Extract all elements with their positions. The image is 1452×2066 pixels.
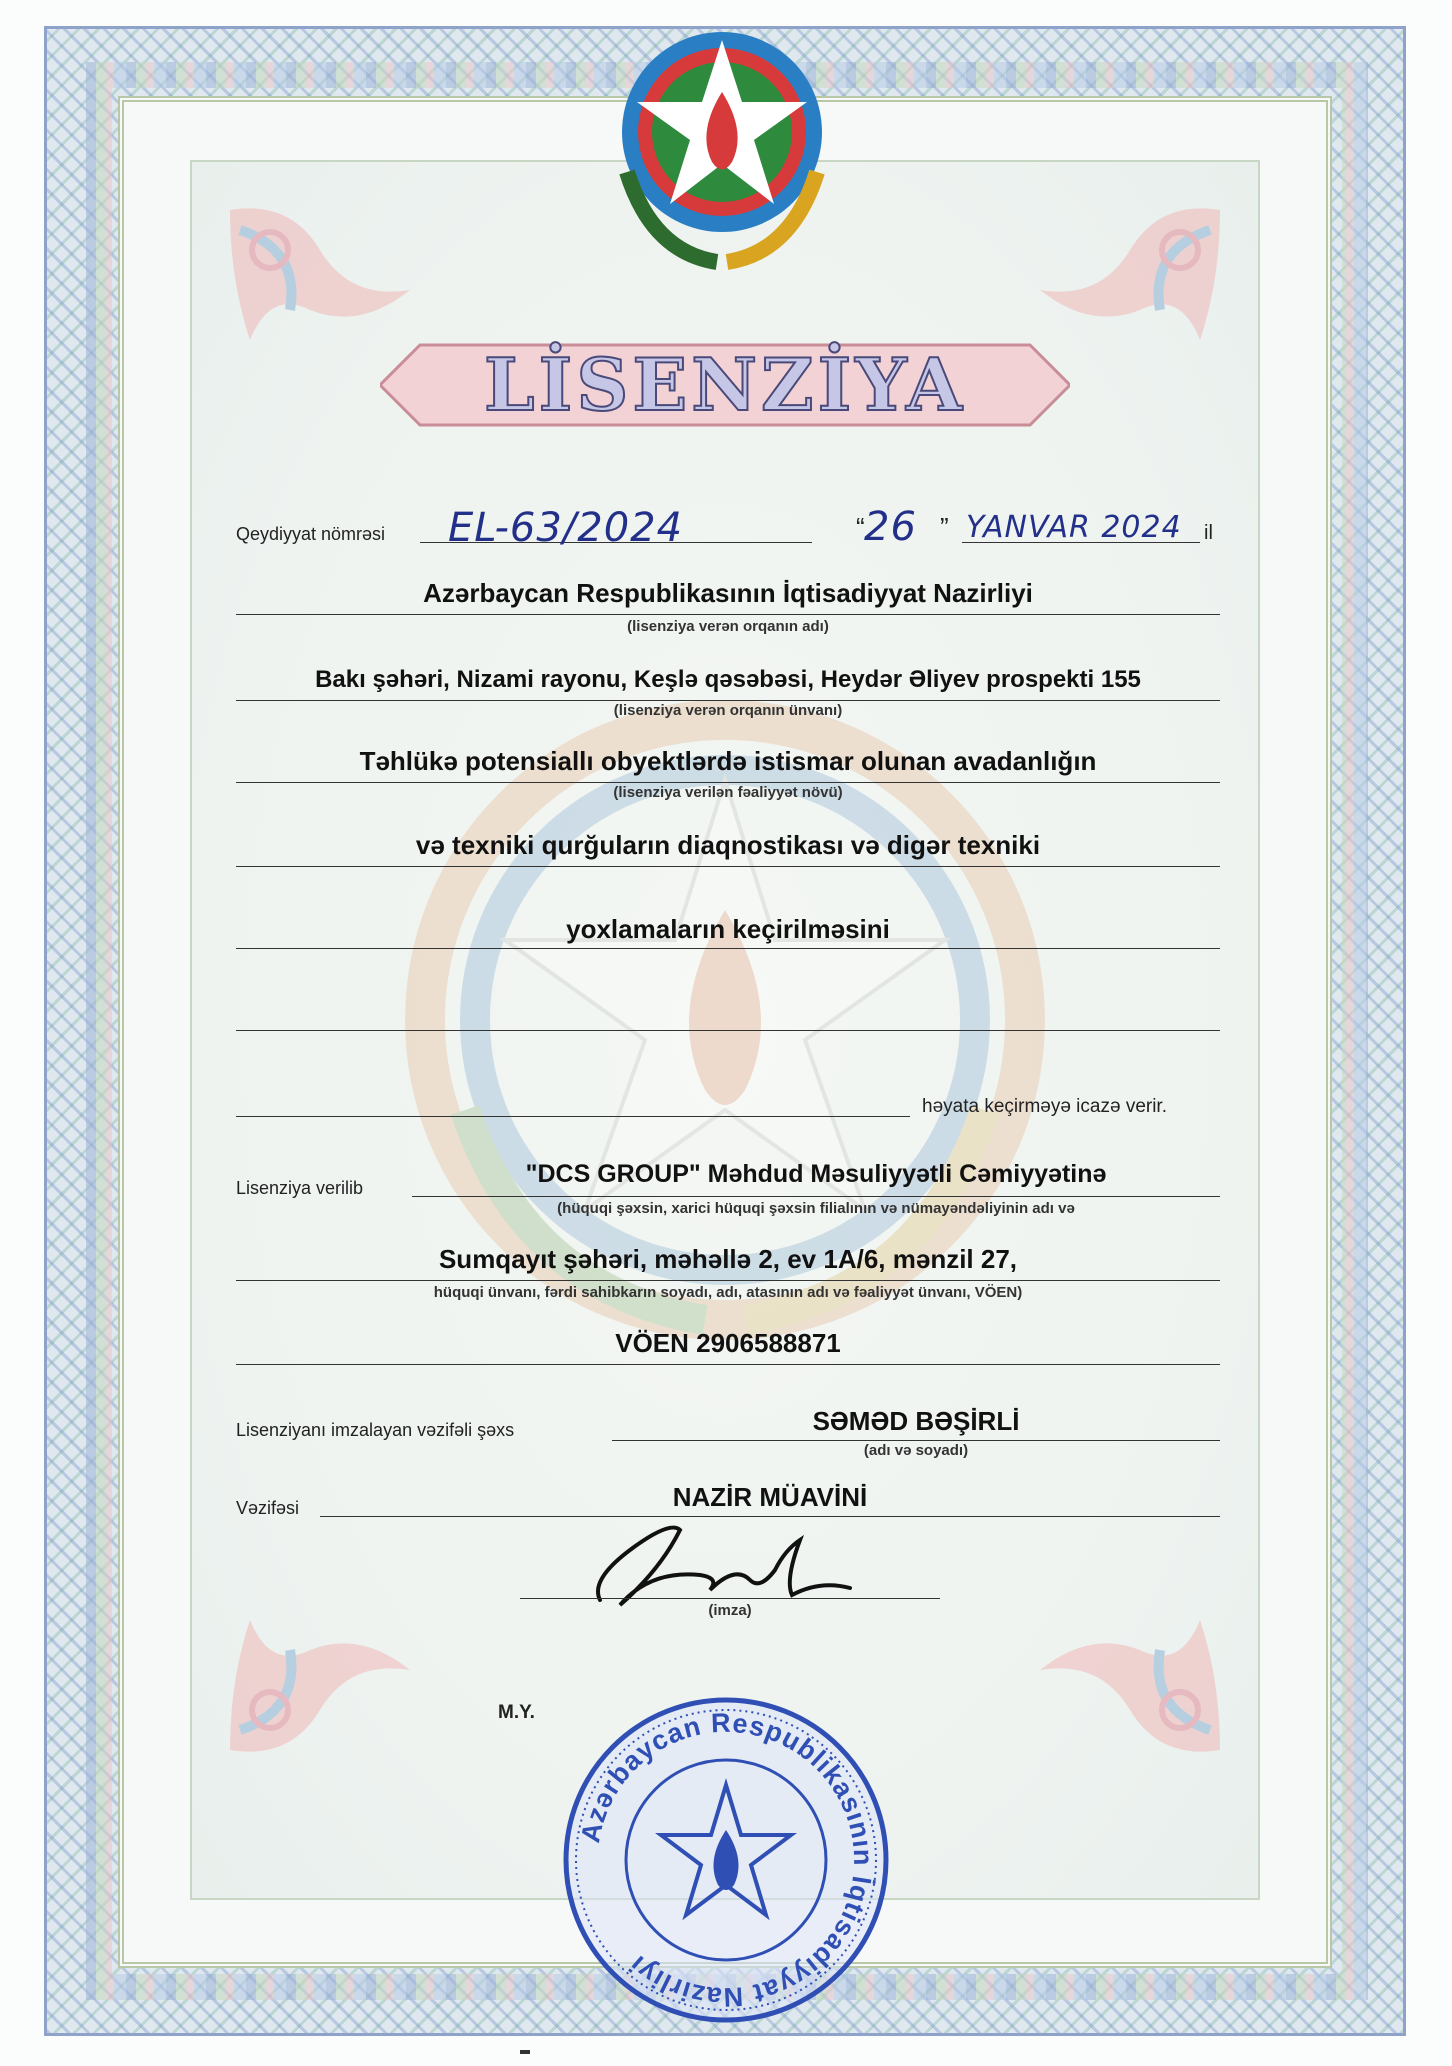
licensee-name: "DCS GROUP" Məhdud Məsuliyyətli Cəmiyyətinə [525, 1160, 1107, 1188]
issuer-name-caption: (lisenziya verən orqanın adı) [627, 618, 829, 635]
signatory-name-caption: (adı və soyadı) [863, 1442, 969, 1459]
activity-line-3: yoxlamaların keçirilməsini [566, 914, 890, 944]
registration-label: Qeydiyyat nömrəsi [236, 524, 386, 544]
title-banner [380, 340, 1070, 430]
registration-month-year: YANVAR 2024 [966, 510, 1182, 545]
licensee-voen: VÖEN 2906588871 [615, 1328, 841, 1358]
signatory-name-rule [612, 1440, 1220, 1441]
signature-caption: (imza) [708, 1602, 752, 1619]
signatory-label: Lisenziyanı imzalayan vəzifəli şəxs [236, 1420, 515, 1440]
signatory-name: SƏMƏD BƏŞİRLİ [812, 1406, 1020, 1436]
activity-blank-rule [236, 1030, 1220, 1031]
licensee-label: Lisenziya verilib [236, 1178, 364, 1198]
activity-permission: həyata keçirməyə icazə verir. [922, 1096, 1167, 1117]
licensee-name-rule [412, 1196, 1220, 1197]
activity-permission-rule [236, 1116, 910, 1117]
position-label: Vəzifəsi [236, 1498, 300, 1518]
activity-line-2: və texniki qurğuların diaqnostikası və digər texniki [415, 830, 1041, 860]
licensee-voen-rule [236, 1364, 1220, 1365]
quote-open-mark: “ [856, 512, 865, 542]
edge-mark [520, 2050, 530, 2054]
issuer-address-caption: (lisenziya verən orqanın ünvanı) [613, 702, 843, 719]
registration-day: 26 [864, 504, 917, 550]
activity-line-1: Təhlükə potensiallı obyektlərdə istismar olunan avadanlığın [359, 746, 1097, 776]
licensee-caption-1: (hüquqi şəxsin, xarici hüquqi şəxsin filialının və nümayəndəliyinin adı və [557, 1200, 1075, 1217]
issuer-name: Azərbaycan Respublikasının İqtisadiyyat Nazirliyi [423, 578, 1033, 608]
signatory-position: NAZİR MÜAVİNİ [672, 1482, 868, 1512]
licensee-caption-2: hüquqi ünvanı, fərdi sahibkarın soyadı, adı, atasının adı və fəaliyyət ünvanı, VÖEN) [433, 1284, 1023, 1301]
state-emblem [602, 22, 842, 272]
stamp-label: M.Y. [498, 1702, 535, 1723]
corner-ornament-bottom-left [210, 1540, 440, 1770]
corner-ornament-bottom-right [1010, 1540, 1240, 1770]
issuer-name-line [236, 614, 1220, 615]
activity-line-3-rule [236, 948, 1220, 949]
activity-line-2-rule [236, 866, 1220, 867]
issuer-address-line [236, 700, 1220, 701]
seal-text: Azərbaycan Respublikasının İqtisadiyyat Nazirliyi [575, 1707, 879, 2013]
year-suffix: il [1204, 522, 1213, 544]
signature-rule [520, 1598, 940, 1599]
activity-caption: (lisenziya verilən fəaliyyət növü) [613, 784, 843, 801]
quote-close-mark: ” [940, 512, 949, 542]
registration-number: EL-63/2024 [448, 505, 684, 551]
licensee-address: Sumqayıt şəhəri, məhəllə 2, ev 1A/6, mənzil 27, [438, 1244, 1018, 1274]
document-title: LİSENZİYA [484, 342, 966, 427]
issuer-address: Bakı şəhəri, Nizami rayonu, Keşlə qəsəbəsi, Heydər Əliyev prospekti 155 [315, 666, 1141, 693]
activity-line-1-rule [236, 782, 1220, 783]
licensee-address-rule [236, 1280, 1220, 1281]
ministry-seal [556, 1690, 896, 2030]
